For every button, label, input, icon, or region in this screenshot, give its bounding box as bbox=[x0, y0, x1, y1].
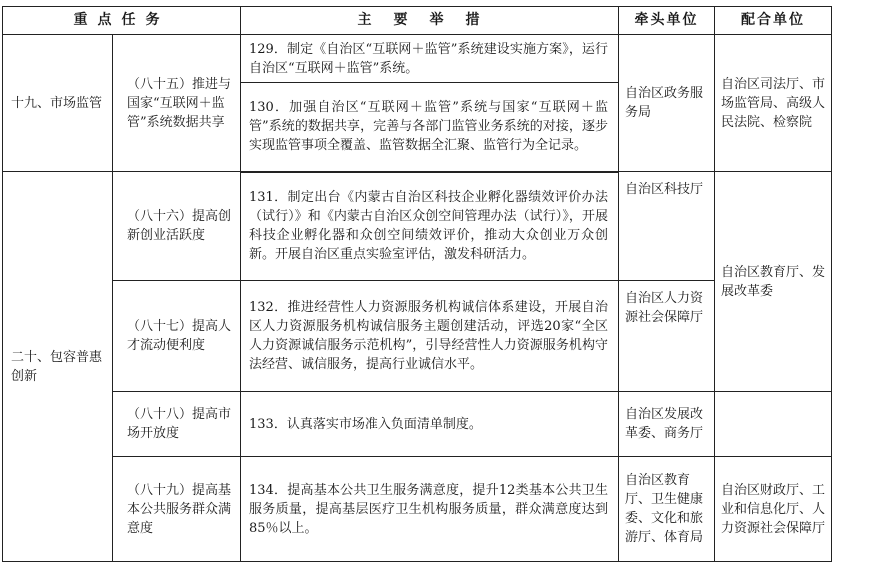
header-key-tasks: 重点任务 bbox=[3, 7, 241, 35]
measure-cell: 133．认真落实市场准入负面清单制度。 bbox=[241, 392, 619, 457]
document-page bbox=[2, 6, 831, 574]
lead-unit-cell: 自治区科技厅 bbox=[619, 172, 715, 281]
measure-cell: 129．制定《自治区“互联网＋监管”系统建设实施方案》，运行自治区“互联网＋监管”系统。 bbox=[241, 35, 619, 83]
measure-cell: 131．制定出台《内蒙古自治区科技企业孵化器绩效评价办法（试行）》和《内蒙古自治区众创空间管理办法（试行）》，开展科技企业孵化器和众创空间绩效评价，推动大众创业万众创新。开展自治区重点实验室评估，激发科研活力。 bbox=[241, 172, 619, 281]
header-row bbox=[3, 7, 832, 35]
partner-unit-cell: 自治区财政厅、工业和信息化厅、人力资源社会保障厅 bbox=[715, 457, 832, 562]
task-cell: 十九、市场监管 bbox=[3, 35, 113, 172]
subtask-cell: （八十六）提高创新创业活跃度 bbox=[113, 172, 241, 281]
task-cell: 二十、包容普惠创新 bbox=[3, 172, 113, 562]
subtask-cell: （八十五）推进与国家“互联网＋监管”系统数据共享 bbox=[113, 35, 241, 172]
header-lead-unit: 牵头单位 bbox=[619, 7, 715, 35]
table-row bbox=[3, 35, 832, 83]
lead-unit-cell: 自治区发展改革委、商务厅 bbox=[619, 392, 715, 457]
measure-cell: 134．提高基本公共卫生服务满意度，提升12类基本公共卫生服务质量，提高基层医疗卫生机构服务质量，群众满意度达到85％以上。 bbox=[241, 457, 619, 562]
task-table bbox=[2, 6, 832, 562]
lead-unit-cell: 自治区教育厅、卫生健康委、文化和旅游厅、体育局 bbox=[619, 457, 715, 562]
partner-unit-cell: 自治区教育厅、发展改革委 bbox=[715, 172, 832, 392]
table-row bbox=[3, 392, 832, 457]
measure-cell: 130．加强自治区“互联网＋监管”系统与国家“互联网＋监管”系统的数据共享，完善与各部门监管业务系统的对接，逐步实现监管事项全覆盖、监管数据全汇聚、监管行为全记录。 bbox=[241, 83, 619, 172]
partner-unit-cell bbox=[715, 392, 832, 457]
header-partner-unit: 配合单位 bbox=[715, 7, 832, 35]
partner-unit-cell: 自治区司法厅、市场监管局、高级人民法院、检察院 bbox=[715, 35, 832, 172]
subtask-cell: （八十七）提高人才流动便利度 bbox=[113, 281, 241, 392]
table-row bbox=[3, 172, 832, 281]
subtask-cell: （八十八）提高市场开放度 bbox=[113, 392, 241, 457]
lead-unit-cell: 自治区人力资源社会保障厅 bbox=[619, 281, 715, 392]
header-measures: 主要举措 bbox=[241, 7, 619, 35]
measure-cell: 132．推进经营性人力资源服务机构诚信体系建设，开展自治区人力资源服务机构诚信服务主题创建活动，评选20家“全区人力资源诚信服务示范机构”，引导经营性人力资源服务机构守法经营、诚信服务，提高行业诚信水平。 bbox=[241, 281, 619, 392]
lead-unit-cell: 自治区政务服务局 bbox=[619, 35, 715, 172]
table-row bbox=[3, 281, 832, 392]
subtask-cell: （八十九）提高基本公共服务群众满意度 bbox=[113, 457, 241, 562]
table-row bbox=[3, 457, 832, 562]
